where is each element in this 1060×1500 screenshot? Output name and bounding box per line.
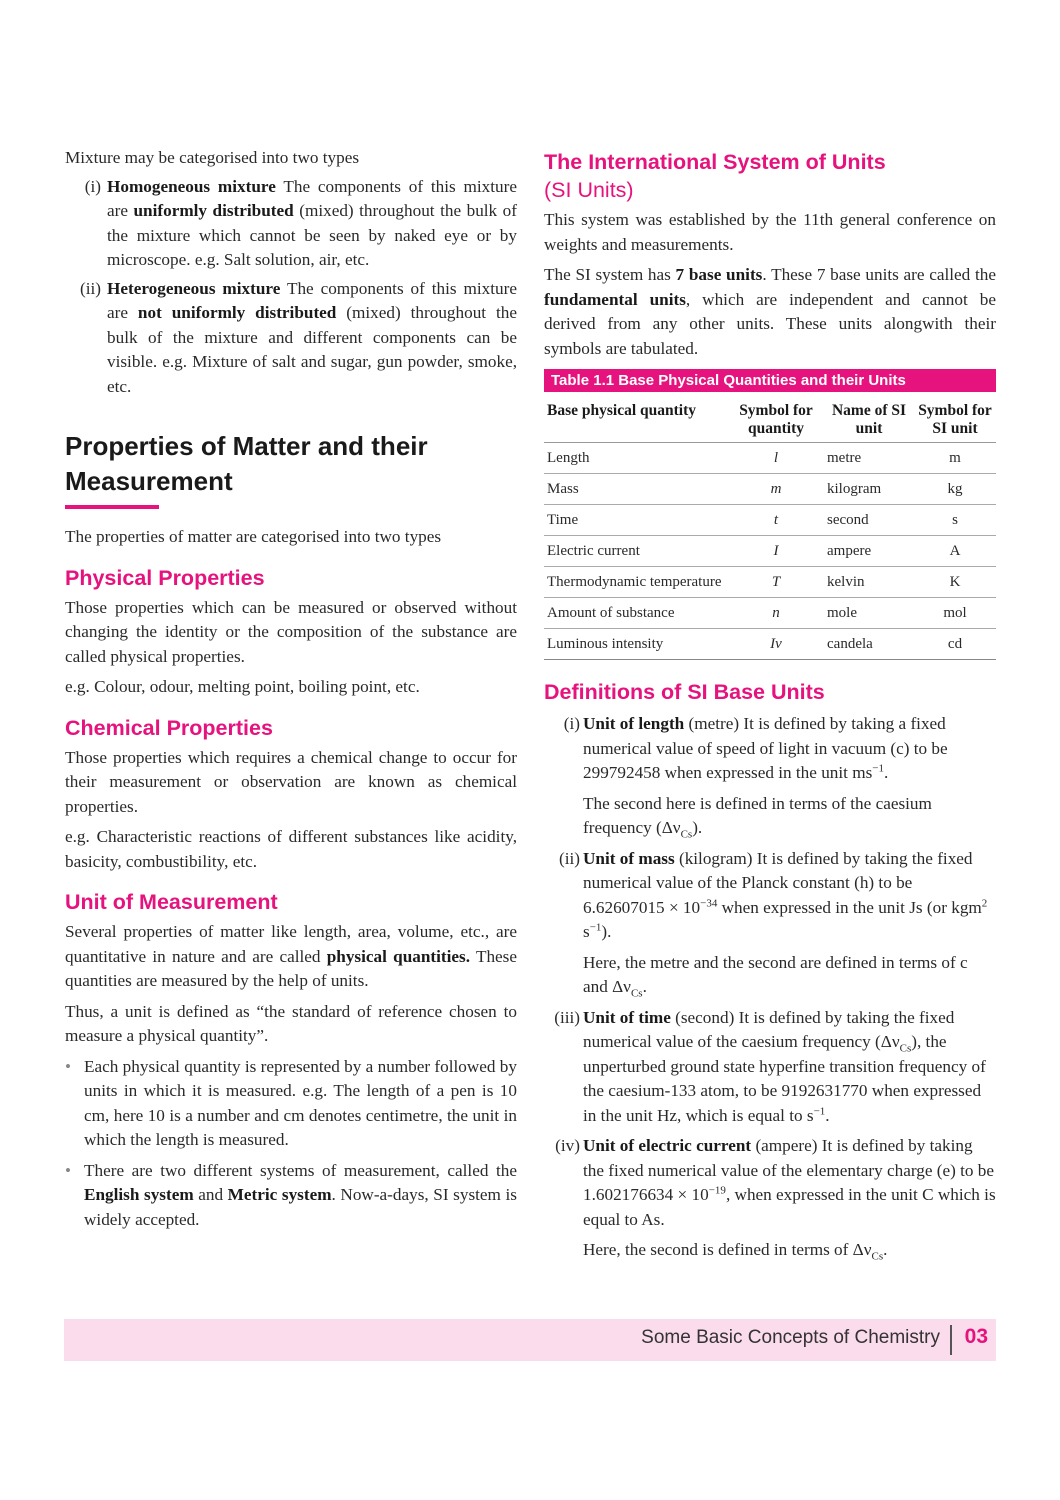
table-row — [544, 443, 996, 474]
chemical-properties-example: e.g. Characteristic reactions of different substances like acidity, basicity, combustibility, etc. — [65, 827, 517, 871]
table-cell: T — [727, 567, 824, 598]
mixture-intro: Mixture may be categorised into two types — [65, 148, 360, 167]
table-header: Name of SI unit — [824, 398, 913, 443]
page-footer — [64, 1319, 996, 1361]
item-number: (i) — [84, 176, 101, 196]
table-row — [544, 629, 996, 660]
bold-text: not uniformly distributed — [137, 303, 337, 322]
si-text-2: The SI system has 7 base units. These 7 base units are called the fundamental units, which are independent and cannot be derived from any other units. These units alongwith their symbols are tabulated. — [544, 265, 996, 358]
table-cell: mole — [824, 598, 913, 629]
item-number: (iv) — [555, 1136, 580, 1155]
table-cell: ampere — [824, 536, 913, 567]
table-header: Symbol for quantity — [727, 398, 824, 443]
table-cell: kelvin — [824, 567, 913, 598]
table-cell: l — [727, 443, 824, 474]
bold-text: physical quantities. — [326, 946, 471, 966]
table-cell: t — [727, 505, 824, 536]
mixture-item-heterogeneous — [65, 277, 517, 400]
table-cell: candela — [824, 629, 913, 660]
table-cell: metre — [824, 443, 913, 474]
item-number: (ii) — [559, 848, 580, 868]
item-number: (i) — [563, 714, 580, 733]
heading-underline — [65, 505, 159, 509]
right-column — [544, 146, 996, 1263]
bullet-item — [65, 1055, 517, 1153]
item-number: (iii) — [554, 1007, 580, 1027]
unit-of-measurement-heading: Unit of Measurement — [65, 890, 278, 914]
text: Several properties of matter like length, area, volume, etc., are quantitative in nature and are called — [65, 922, 517, 966]
table-cell: Luminous intensity — [544, 629, 727, 660]
item-number: (ii) — [80, 278, 101, 298]
chapter-title: Some Basic Concepts of Chemistry — [641, 1327, 940, 1348]
table-header-row — [544, 398, 996, 443]
main-heading: Properties of Matter and their Measurement — [65, 431, 428, 496]
text: (mixed) throughout the bulk of the mixture which cannot be seen by naked eye or by microscope. e.g. Salt solution, air, etc. — [107, 201, 517, 269]
text: (mixed) throughout the bulk of the mixture and different components can be visible. e.g. Mixture of salt and sugar, gun powder, smoke, etc. — [107, 303, 517, 396]
physical-properties-heading: Physical Properties — [65, 565, 265, 590]
table-cell: s — [913, 505, 996, 536]
left-column — [65, 146, 517, 1232]
si-heading-sub: (SI Units) — [544, 178, 634, 202]
page-number: 03 — [964, 1325, 988, 1348]
table-cell: kilogram — [824, 474, 913, 505]
term: Homogeneous mixture — [107, 176, 276, 196]
properties-intro: The properties of matter are categorised into two types — [65, 527, 442, 546]
table-row — [544, 598, 996, 629]
table-cell: Mass — [544, 474, 727, 505]
text: These quantities are measured by the help of units. — [65, 946, 517, 990]
table-cell: cd — [913, 629, 996, 660]
physical-properties-example: e.g. Colour, odour, melting point, boiling point, etc. — [65, 677, 420, 696]
bullet-icon: • — [65, 1160, 71, 1180]
table-row — [544, 505, 996, 536]
table-row — [544, 536, 996, 567]
definitions-heading: Definitions of SI Base Units — [544, 680, 825, 704]
bullet-text: Each physical quantity is represented by a number followed by units in which it is measured. e.g. The length of a pen is 10 cm, here 10 is a number and cm denotes centimetre, the unit in which the length is measured. — [84, 1056, 517, 1149]
unit-definition: Thus, a unit is defined as “the standard of reference chosen to measure a physical quantity”. — [65, 1001, 517, 1045]
table-cell: K — [913, 567, 996, 598]
table-cell: A — [913, 536, 996, 567]
text: The components of this mixture are — [107, 278, 517, 322]
table-cell: Time — [544, 505, 727, 536]
table-caption: Table 1.1 Base Physical Quantities and their Units — [544, 369, 996, 392]
table-cell: Length — [544, 443, 727, 474]
si-heading: The International System of Units — [544, 150, 886, 174]
table-row — [544, 474, 996, 505]
bold-text: uniformly distributed — [133, 201, 294, 220]
term: Heterogeneous mixture — [107, 278, 281, 298]
physical-properties-text: Those properties which can be measured or observed without changing the identity or the composition of the substance are called physical properties. — [65, 597, 517, 666]
definition-length: (i) Unit of length (metre) It is defined by taking a fixed numerical value of speed of light in vacuum (c) to be 299792458 when expressed in the unit $ms^{-1}$. The second here is defined in terms of the caesium frequency $(\Delta\nu_{Cs})$. — [544, 712, 996, 841]
si-text-1: This system was established by the 11th general conference on weights and measurements. — [544, 210, 996, 254]
bullet-item — [65, 1159, 517, 1233]
si-units-table — [544, 398, 996, 660]
footer-divider — [950, 1325, 952, 1355]
table-cell: m — [727, 474, 824, 505]
table-cell: kg — [913, 474, 996, 505]
table-cell: Iv — [727, 629, 824, 660]
chemical-properties-text: Those properties which requires a chemical change to occur for their measurement or observation are known as chemical properties. — [65, 747, 517, 816]
table-cell: mol — [913, 598, 996, 629]
table-cell: second — [824, 505, 913, 536]
table-cell: I — [727, 536, 824, 567]
definition-electric-current: (iv) Unit of electric current (ampere) It is defined by taking the fixed numerical value of the elementary charge (e) to be $1.602176634 \times 10^{-19}$, when expressed in the unit C which is equal to As. Here, the second is defined in terms of $\Delta\nu_{Cs}$. — [544, 1134, 996, 1263]
bullet-icon: • — [65, 1056, 71, 1076]
unit-text-1 — [65, 920, 517, 994]
table-header: Base physical quantity — [544, 398, 727, 443]
bullet-text: There are two different systems of measurement, called the English system and Metric system. Now-a-days, SI system is widely accepted. — [84, 1160, 517, 1229]
definition-time: (iii) Unit of time (second) It is defined by taking the fixed numerical value of the caesium frequency $(\Delta\nu_{Cs})$, the unperturbed ground state hyperfine transition frequency of the caesium-133 atom, to be 9192631770 when expressed in the unit Hz, which is equal to $s^{-1}$. — [544, 1006, 996, 1129]
definition-mass: (ii) Unit of mass (kilogram) It is defined by taking the fixed numerical value of the Planck constant (h) to be $6.62607015 \times 10^{-34}$ when expressed in the unit Js (or kgm$^2$ $s^{-1}$). Here, the metre and the second are defined in terms of c and $\Delta\nu_{Cs}$. — [544, 847, 996, 1000]
table-cell: n — [727, 598, 824, 629]
chemical-properties-heading: Chemical Properties — [65, 715, 273, 740]
table-header: Symbol for SI unit — [913, 398, 996, 443]
text: The components of this mixture are — [107, 176, 517, 220]
table-cell: Thermodynamic temperature — [544, 567, 727, 598]
mixture-item-homogeneous — [65, 175, 517, 273]
table-cell: Electric current — [544, 536, 727, 567]
table-cell: m — [913, 443, 996, 474]
table-row — [544, 567, 996, 598]
table-cell: Amount of substance — [544, 598, 727, 629]
